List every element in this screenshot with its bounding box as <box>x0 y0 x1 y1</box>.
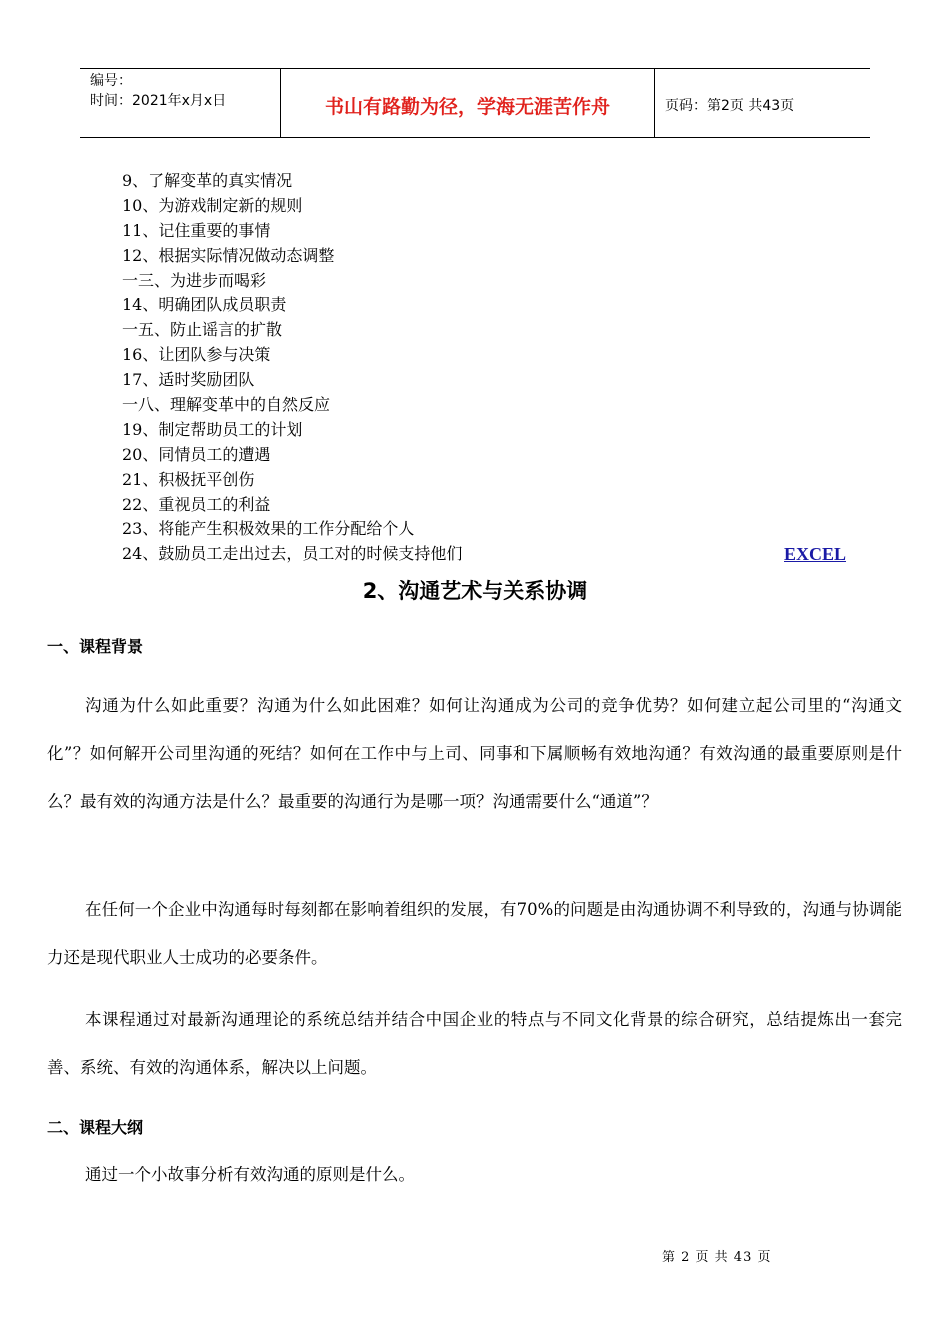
list-item: 16、让团队参与决策 <box>122 345 271 365</box>
list-item: 10、为游戏制定新的规则 <box>122 195 303 215</box>
background-heading: 一、课程背景 <box>47 637 144 656</box>
outline-heading: 二、课程大纲 <box>47 1118 144 1137</box>
header-meta-cell <box>80 69 281 137</box>
header-page-info: 页码：第2页 共43页 <box>665 98 795 114</box>
list-item: 24、鼓励员工走出过去，员工对的时候支持他们 <box>122 544 463 564</box>
background-paragraph: 沟通为什么如此重要？沟通为什么如此困难？如何让沟通成为公司的竞争优势？如何建立起公司里的“沟通文化”？如何解开公司里沟通的死结？如何在工作中与上司、同事和下属顺畅有效地沟通？有效沟通的最重要原则是什么？最有效的沟通方法是什么？最重要的沟通行为是哪一项？沟通需要什么“通道”？ <box>47 696 902 811</box>
list-item: 21、积极抚平创伤 <box>122 469 255 489</box>
number-label: 编号： <box>90 73 132 89</box>
list-item: 23、将能产生积极效果的工作分配给个人 <box>122 519 415 539</box>
list-item: 12、根据实际情况做动态调整 <box>122 245 335 265</box>
excel-link[interactable]: EXCEL <box>784 544 847 564</box>
list-item: 11、记住重要的事情 <box>122 220 271 240</box>
list-item: 20、同情员工的遭遇 <box>122 444 271 464</box>
list-item: 19、制定帮助员工的计划 <box>122 419 303 439</box>
list-item: 一五、防止谣言的扩散 <box>122 320 283 340</box>
list-item: 9、了解变革的真实情况 <box>122 171 293 190</box>
list-item: 17、适时奖励团队 <box>122 370 255 390</box>
header-motto-cell <box>281 69 655 137</box>
page-footer: 第 2 页 共 43 页 <box>662 1250 772 1265</box>
outline-paragraph: 通过一个小故事分析有效沟通的原则是什么。 <box>85 1165 415 1184</box>
list-item: 一八、理解变革中的自然反应 <box>122 395 331 415</box>
change-tips-list <box>122 169 462 567</box>
document-header <box>80 68 870 138</box>
section-title: 2、沟通艺术与关系协调 <box>362 579 588 603</box>
time-label: 时间：2021年x月x日 <box>90 93 227 109</box>
background-paragraph: 在任何一个企业中沟通每时每刻都在影响着组织的发展，有70%的问题是由沟通协调不利导致的，沟通与协调能力还是现代职业人士成功的必要条件。 <box>47 900 902 967</box>
list-item: 14、明确团队成员职责 <box>122 295 287 315</box>
motto-text: 书山有路勤为径，学海无涯苦作舟 <box>324 95 610 118</box>
background-paragraph: 本课程通过对最新沟通理论的系统总结并结合中国企业的特点与不同文化背景的综合研究，总结提炼出一套完善、系统、有效的沟通体系，解决以上问题。 <box>47 1010 902 1077</box>
list-item: 一三、为进步而喝彩 <box>122 270 267 290</box>
header-page-cell <box>655 69 870 137</box>
list-item: 22、重视员工的利益 <box>122 494 271 514</box>
